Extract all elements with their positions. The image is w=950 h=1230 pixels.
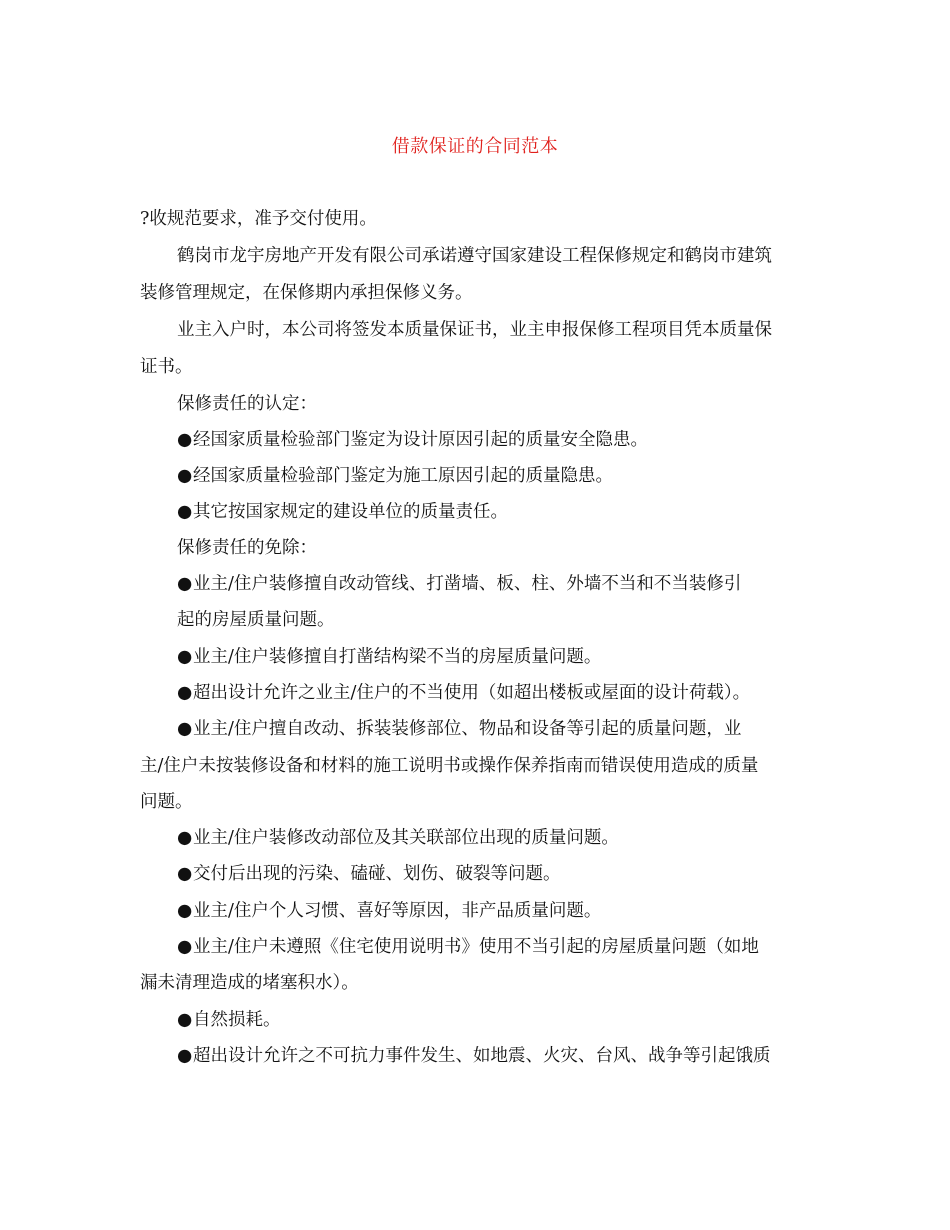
text-line: 鹤岗市龙宇房地产开发有限公司承诺遵守国家建设工程保修规定和鹤岗市建筑 bbox=[177, 246, 772, 266]
text-line: ?收规范要求，准予交付使用。 bbox=[140, 209, 377, 229]
list-item: ●超出设计允许之业主/住户的不当使用（如超出楼板或屋面的设计荷载）。 bbox=[177, 683, 751, 703]
bullet-icon: ● bbox=[177, 647, 193, 667]
text-line: 漏未清理造成的堵塞积水）。 bbox=[140, 973, 359, 993]
bullet-icon: ● bbox=[177, 1010, 193, 1030]
list-item: ●自然损耗。 bbox=[177, 1010, 281, 1030]
list-item: ●业主/住户装修改动部位及其关联部位出现的质量问题。 bbox=[177, 828, 619, 848]
bullet-icon: ● bbox=[177, 1046, 193, 1066]
bullet-icon: ● bbox=[177, 719, 193, 739]
list-item: ●其它按国家规定的建设单位的质量责任。 bbox=[177, 502, 508, 522]
list-item: ●业主/住户个人习惯、喜好等原因，非产品质量问题。 bbox=[177, 901, 602, 921]
bullet-icon: ● bbox=[177, 430, 193, 450]
text-line: 装修管理规定，在保修期内承担保修义务。 bbox=[140, 283, 473, 303]
bullet-icon: ● bbox=[177, 864, 193, 884]
list-item: ●业主/住户装修擅自改动管线、打凿墙、板、柱、外墙不当和不当装修引 bbox=[177, 574, 742, 594]
list-item: ●业主/住户擅自改动、拆装装修部位、物品和设备等引起的质量问题，业 bbox=[177, 719, 742, 739]
list-item: ●超出设计允许之不可抗力事件发生、如地震、火灾、台风、战争等引起饿质 bbox=[177, 1046, 771, 1066]
text-line: 证书。 bbox=[140, 357, 193, 377]
list-item: ●业主/住户装修擅自打凿结构梁不当的房屋质量问题。 bbox=[177, 647, 602, 667]
section-heading: 保修责任的免除： bbox=[177, 538, 317, 558]
bullet-icon: ● bbox=[177, 937, 193, 957]
list-item: ●业主/住户未遵照《住宅使用说明书》使用不当引起的房屋质量问题（如地 bbox=[177, 937, 759, 957]
text-line: 业主入户时，本公司将签发本质量保证书，业主申报保修工程项目凭本质量保 bbox=[177, 320, 772, 340]
bullet-icon: ● bbox=[177, 502, 193, 522]
bullet-icon: ● bbox=[177, 828, 193, 848]
bullet-icon: ● bbox=[177, 466, 193, 486]
text-line: 问题。 bbox=[140, 792, 193, 812]
text-line: 起的房屋质量问题。 bbox=[177, 610, 335, 630]
document-title: 借款保证的合同范本 bbox=[391, 136, 559, 157]
bullet-icon: ● bbox=[177, 574, 193, 594]
bullet-icon: ● bbox=[177, 683, 193, 703]
list-item: ●经国家质量检验部门鉴定为设计原因引起的质量安全隐患。 bbox=[177, 430, 648, 450]
section-heading: 保修责任的认定： bbox=[177, 394, 317, 414]
text-line: 主/住户未按装修设备和材料的施工说明书或操作保养指南而错误使用造成的质量 bbox=[140, 756, 759, 776]
list-item: ●交付后出现的污染、磕碰、划伤、破裂等问题。 bbox=[177, 864, 561, 884]
list-item: ●经国家质量检验部门鉴定为施工原因引起的质量隐患。 bbox=[177, 466, 613, 486]
bullet-icon: ● bbox=[177, 901, 193, 921]
